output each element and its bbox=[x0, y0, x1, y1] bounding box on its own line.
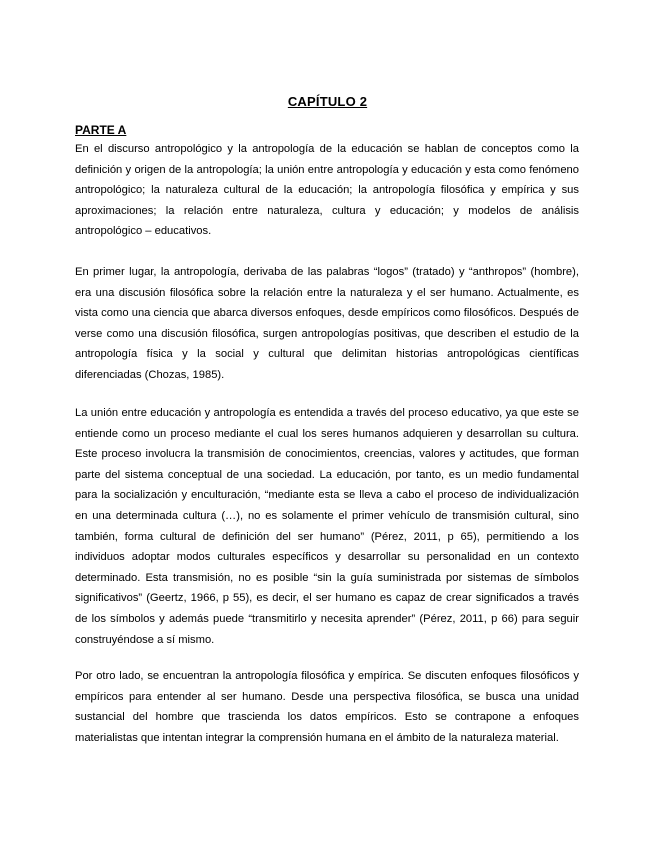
paragraph-anthropology-origin: En primer lugar, la antropología, derivaba de las palabras “logos” (tratado) y “anthropos” (hombre), era una discusión filosófica sobre la relación entre la naturaleza y el ser humano. Actualmente, es vista como una ciencia que abarca diversos enfoques, desde empíricos como filosóficos. Después de verse como una discusión filosófica, surgen antropologías positivas, que describen el estudio de la antropología física y la social y cultural que delimitan historias antropológicas científicas diferenciadas (Chozas, 1985). bbox=[75, 266, 579, 381]
part-heading: PARTE A bbox=[75, 123, 127, 137]
paragraph-education-anthropology: La unión entre educación y antropología es entendida a través del proceso educativo, ya que este se entiende como un proceso mediante el cual los seres humanos adquieren y desarrollan su cultura. Este proceso involucra la transmisión de conocimientos, creencias, valores y actitudes, que forman parte del sistema conceptual de una sociedad. La educación, por tanto, es un medio fundamental para la socialización y enculturación, “mediante esta se lleva a cabo el proceso de individualización en una determinada cultura (…), no es solamente el primer vehículo de transmisión cultural, sino también, forma cultural de definición del ser humano” (Pérez, 2011, p 65), permitiendo a los individuos adoptar modos culturales específicos y desarrollar su personalidad en un contexto determinado. Esta transmisión, no es posible “sin la guía suministrada por sistemas de símbolos significativos” (Geertz, 1966, p 55), es decir, el ser humano es capaz de crear significados a través de los símbolos y además puede “transmitirlo y necesita aprender” (Pérez, 2011, p 66) para seguir construyéndose a sí mismo. bbox=[75, 407, 579, 646]
paragraph-intro: En el discurso antropológico y la antropología de la educación se hablan de conceptos como la definición y origen de la antropología; la unión entre antropología y educación y esta como fenómeno antropológico; la naturaleza cultural de la educación; la antropología filosófica y empírica y sus aproximaciones; la relación entre naturaleza, cultura y educación; y modelos de análisis antropológico – educativos. bbox=[75, 143, 579, 238]
chapter-title: CAPÍTULO 2 bbox=[287, 94, 368, 109]
paragraph-philosophical-empirical: Por otro lado, se encuentran la antropología filosófica y empírica. Se discuten enfoques filosóficos y empíricos para entender al ser humano. Desde una perspectiva filosófica, se busca una unidad sustancial del hombre que trascienda los datos empíricos. Esto se contrapone a enfoques materialistas que intentan integrar la comprensión humana en el ámbito de la naturaleza material. bbox=[75, 670, 579, 744]
